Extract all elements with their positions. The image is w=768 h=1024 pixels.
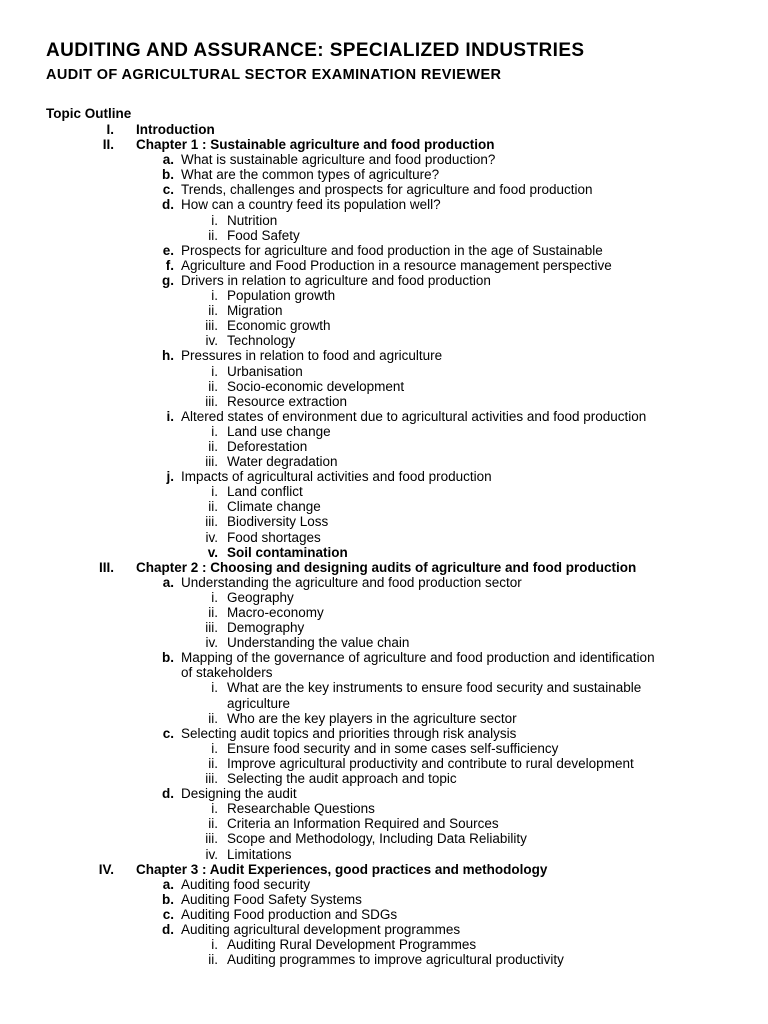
- outline-number: iv.: [205, 635, 218, 651]
- topic-item: [0, 182, 768, 197]
- outline-text: Agriculture and Food Production in a resource management perspective: [181, 257, 612, 273]
- subtopic-item: [0, 530, 768, 545]
- outline-number: iii.: [205, 620, 218, 636]
- subtopic-item: [0, 333, 768, 348]
- outline-text: Migration: [227, 303, 283, 319]
- outline-text: Food shortages: [227, 529, 321, 545]
- outline-text: Auditing agricultural development programmes: [181, 921, 461, 937]
- outline-text: Macro-economy: [227, 605, 324, 620]
- outline-number: ii.: [208, 438, 218, 454]
- outline-number: i.: [211, 801, 218, 817]
- outline-text: What is sustainable agriculture and food production?: [181, 152, 496, 168]
- outline-number: iv.: [205, 846, 218, 862]
- subtopic-item: [0, 590, 768, 605]
- outline-text: Limitations: [227, 846, 292, 862]
- outline-number: i.: [211, 589, 218, 605]
- outline-number: a.: [162, 876, 174, 892]
- outline-text: Introduction: [136, 122, 215, 137]
- outline-number: b.: [162, 650, 174, 666]
- topic-item: [0, 469, 768, 484]
- outline-text: Demography: [227, 620, 305, 636]
- outline-number: II.: [102, 137, 114, 153]
- subtopic-item: [0, 680, 768, 695]
- subtopic-item: [0, 937, 768, 952]
- outline-number: c.: [162, 906, 174, 922]
- outline-text: Land conflict: [227, 484, 303, 500]
- subtopic-item: [0, 635, 768, 650]
- outline-text: Pressures in relation to food and agriculture: [181, 348, 443, 364]
- outline-number: g.: [162, 272, 174, 288]
- document-subtitle: AUDIT OF AGRICULTURAL SECTOR EXAMINATION REVIEWER: [46, 67, 502, 83]
- outline-number: d.: [162, 786, 174, 802]
- topic-item: [0, 152, 768, 167]
- outline-number: i.: [211, 288, 218, 304]
- outline-text: Nutrition: [227, 212, 278, 228]
- subtopic-item: [0, 303, 768, 318]
- topic-outline-list: [0, 122, 768, 967]
- topic-item: [0, 575, 768, 590]
- topic-item: [0, 786, 768, 801]
- outline-text: Chapter 3 : Audit Experiences, good practices and methodology: [136, 861, 548, 877]
- topic-item: [0, 273, 768, 288]
- outline-number: i.: [211, 740, 218, 756]
- outline-text: Technology: [227, 333, 296, 349]
- outline-number: ii.: [208, 816, 218, 832]
- subtopic-item: [0, 364, 768, 379]
- outline-number: ii.: [208, 227, 218, 243]
- chapter-item: [0, 122, 768, 137]
- subtopic-item: [0, 213, 768, 228]
- subtopic-item: [0, 439, 768, 454]
- subtopic-item: [0, 545, 768, 560]
- outline-text: Auditing programmes to improve agricultural productivity: [227, 952, 564, 968]
- outline-text: Criteria an Information Required and Sources: [227, 816, 499, 832]
- outline-number: ii.: [208, 378, 218, 394]
- chapter-item: [0, 862, 768, 877]
- continuation-line: [0, 665, 768, 680]
- topic-item: [0, 167, 768, 182]
- subtopic-item: [0, 288, 768, 303]
- outline-text: Chapter 2 : Choosing and designing audits of agriculture and food production: [136, 559, 637, 575]
- outline-text: Resource extraction: [227, 393, 348, 409]
- outline-number: ii.: [208, 952, 218, 968]
- outline-text: Land use change: [227, 423, 331, 439]
- outline-text: Auditing Food Safety Systems: [181, 891, 362, 907]
- outline-number: iv.: [205, 333, 218, 349]
- outline-text: Researchable Questions: [227, 801, 375, 817]
- outline-number: ii.: [208, 605, 218, 620]
- outline-number: c.: [162, 182, 174, 198]
- outline-text: What are the key instruments to ensure food security and sustainable: [227, 680, 642, 696]
- outline-text: Soil contamination: [227, 544, 348, 560]
- outline-number: e.: [162, 242, 174, 258]
- outline-number: i.: [211, 937, 218, 953]
- outline-text: Auditing Rural Development Programmes: [227, 937, 477, 953]
- chapter-item: [0, 560, 768, 575]
- outline-number: f.: [165, 257, 174, 273]
- outline-number: ii.: [208, 710, 218, 726]
- outline-number: i.: [211, 212, 218, 228]
- outline-text: How can a country feed its population well?: [181, 197, 441, 213]
- outline-number: iii.: [205, 318, 218, 334]
- outline-text: Impacts of agricultural activities and food production: [181, 469, 492, 485]
- outline-text: Altered states of environment due to agricultural activities and food production: [181, 408, 647, 424]
- outline-number: i.: [166, 408, 174, 424]
- subtopic-item: [0, 711, 768, 726]
- outline-text: Understanding the agriculture and food production sector: [181, 574, 522, 590]
- topic-item: [0, 650, 768, 665]
- topic-outline-heading: Topic Outline: [46, 106, 132, 121]
- outline-text: Urbanisation: [227, 363, 303, 379]
- subtopic-item: [0, 605, 768, 620]
- topic-item: [0, 348, 768, 363]
- subtopic-item: [0, 801, 768, 816]
- outline-text: Improve agricultural productivity and contribute to rural development: [227, 755, 634, 771]
- outline-text: Ensure food security and in some cases self-sufficiency: [227, 740, 559, 756]
- subtopic-item: [0, 952, 768, 967]
- subtopic-item: [0, 847, 768, 862]
- outline-number: a.: [162, 152, 174, 168]
- outline-text: Socio-economic development: [227, 378, 405, 394]
- outline-number: j.: [166, 469, 174, 485]
- outline-text: What are the common types of agriculture?: [181, 167, 440, 183]
- outline-number: b.: [162, 891, 174, 907]
- subtopic-item: [0, 756, 768, 771]
- outline-number: III.: [98, 559, 114, 575]
- subtopic-item: [0, 454, 768, 469]
- subtopic-item: [0, 620, 768, 635]
- outline-number: i.: [211, 484, 218, 500]
- outline-number: iv.: [205, 529, 218, 545]
- outline-number: v.: [207, 544, 218, 560]
- outline-number: iii.: [205, 831, 218, 847]
- outline-number: d.: [162, 197, 174, 213]
- topic-item: [0, 258, 768, 273]
- outline-text: Trends, challenges and prospects for agriculture and food production: [181, 182, 593, 198]
- outline-text: Economic growth: [227, 318, 331, 334]
- subtopic-item: [0, 379, 768, 394]
- subtopic-item: [0, 484, 768, 499]
- subtopic-item: [0, 816, 768, 831]
- outline-number: I.: [106, 122, 114, 137]
- outline-text: Food Safety: [227, 227, 300, 243]
- topic-item: [0, 409, 768, 424]
- subtopic-item: [0, 741, 768, 756]
- subtopic-item: [0, 499, 768, 514]
- topic-item: [0, 197, 768, 212]
- outline-text: Drivers in relation to agriculture and food production: [181, 272, 491, 288]
- outline-text: Climate change: [227, 499, 321, 515]
- subtopic-item: [0, 514, 768, 529]
- outline-text: Deforestation: [227, 438, 308, 454]
- subtopic-item: [0, 318, 768, 333]
- outline-text: Selecting the audit approach and topic: [227, 771, 457, 787]
- outline-text: Scope and Methodology, Including Data Reliability: [227, 831, 527, 847]
- outline-text: Selecting audit topics and priorities through risk analysis: [181, 725, 517, 741]
- outline-number: a.: [162, 574, 174, 590]
- subtopic-item: [0, 424, 768, 439]
- outline-number: i.: [211, 423, 218, 439]
- topic-item: [0, 726, 768, 741]
- chapter-item: [0, 137, 768, 152]
- outline-text: of stakeholders: [181, 665, 273, 681]
- outline-number: iii.: [205, 514, 218, 530]
- outline-text: Understanding the value chain: [227, 635, 410, 651]
- outline-number: iii.: [205, 454, 218, 470]
- outline-number: i.: [211, 363, 218, 379]
- subtopic-item: [0, 394, 768, 409]
- topic-item: [0, 877, 768, 892]
- outline-text: Prospects for agriculture and food production in the age of Sustainable: [181, 242, 603, 258]
- outline-text: Water degradation: [227, 454, 338, 470]
- outline-number: ii.: [208, 755, 218, 771]
- outline-text: Auditing Food production and SDGs: [181, 906, 398, 922]
- outline-number: IV.: [98, 861, 114, 877]
- document-title: AUDITING AND ASSURANCE: SPECIALIZED INDUSTRIES: [46, 40, 585, 61]
- outline-text: Mapping of the governance of agriculture and food production and identification: [181, 650, 655, 666]
- outline-text: Chapter 1 : Sustainable agriculture and food production: [136, 137, 495, 153]
- outline-number: b.: [162, 167, 174, 183]
- outline-number: i.: [211, 680, 218, 696]
- subtopic-item: [0, 228, 768, 243]
- outline-text: Population growth: [227, 288, 336, 304]
- subtopic-item: [0, 771, 768, 786]
- outline-text: Who are the key players in the agriculture sector: [227, 710, 517, 726]
- outline-number: d.: [162, 921, 174, 937]
- outline-text: agriculture: [227, 695, 291, 711]
- outline-text: Geography: [227, 589, 294, 605]
- outline-text: Designing the audit: [181, 786, 297, 802]
- outline-number: iii.: [205, 771, 218, 787]
- topic-item: [0, 243, 768, 258]
- outline-number: iii.: [205, 393, 218, 409]
- outline-text: Auditing food security: [181, 876, 311, 892]
- subtopic-item: [0, 831, 768, 846]
- outline-number: c.: [162, 725, 174, 741]
- outline-number: ii.: [208, 499, 218, 515]
- topic-item: [0, 922, 768, 937]
- topic-item: [0, 892, 768, 907]
- outline-number: h.: [162, 348, 174, 364]
- outline-text: Biodiversity Loss: [227, 514, 329, 530]
- topic-item: [0, 907, 768, 922]
- outline-number: ii.: [208, 303, 218, 319]
- continuation-line: [0, 696, 768, 711]
